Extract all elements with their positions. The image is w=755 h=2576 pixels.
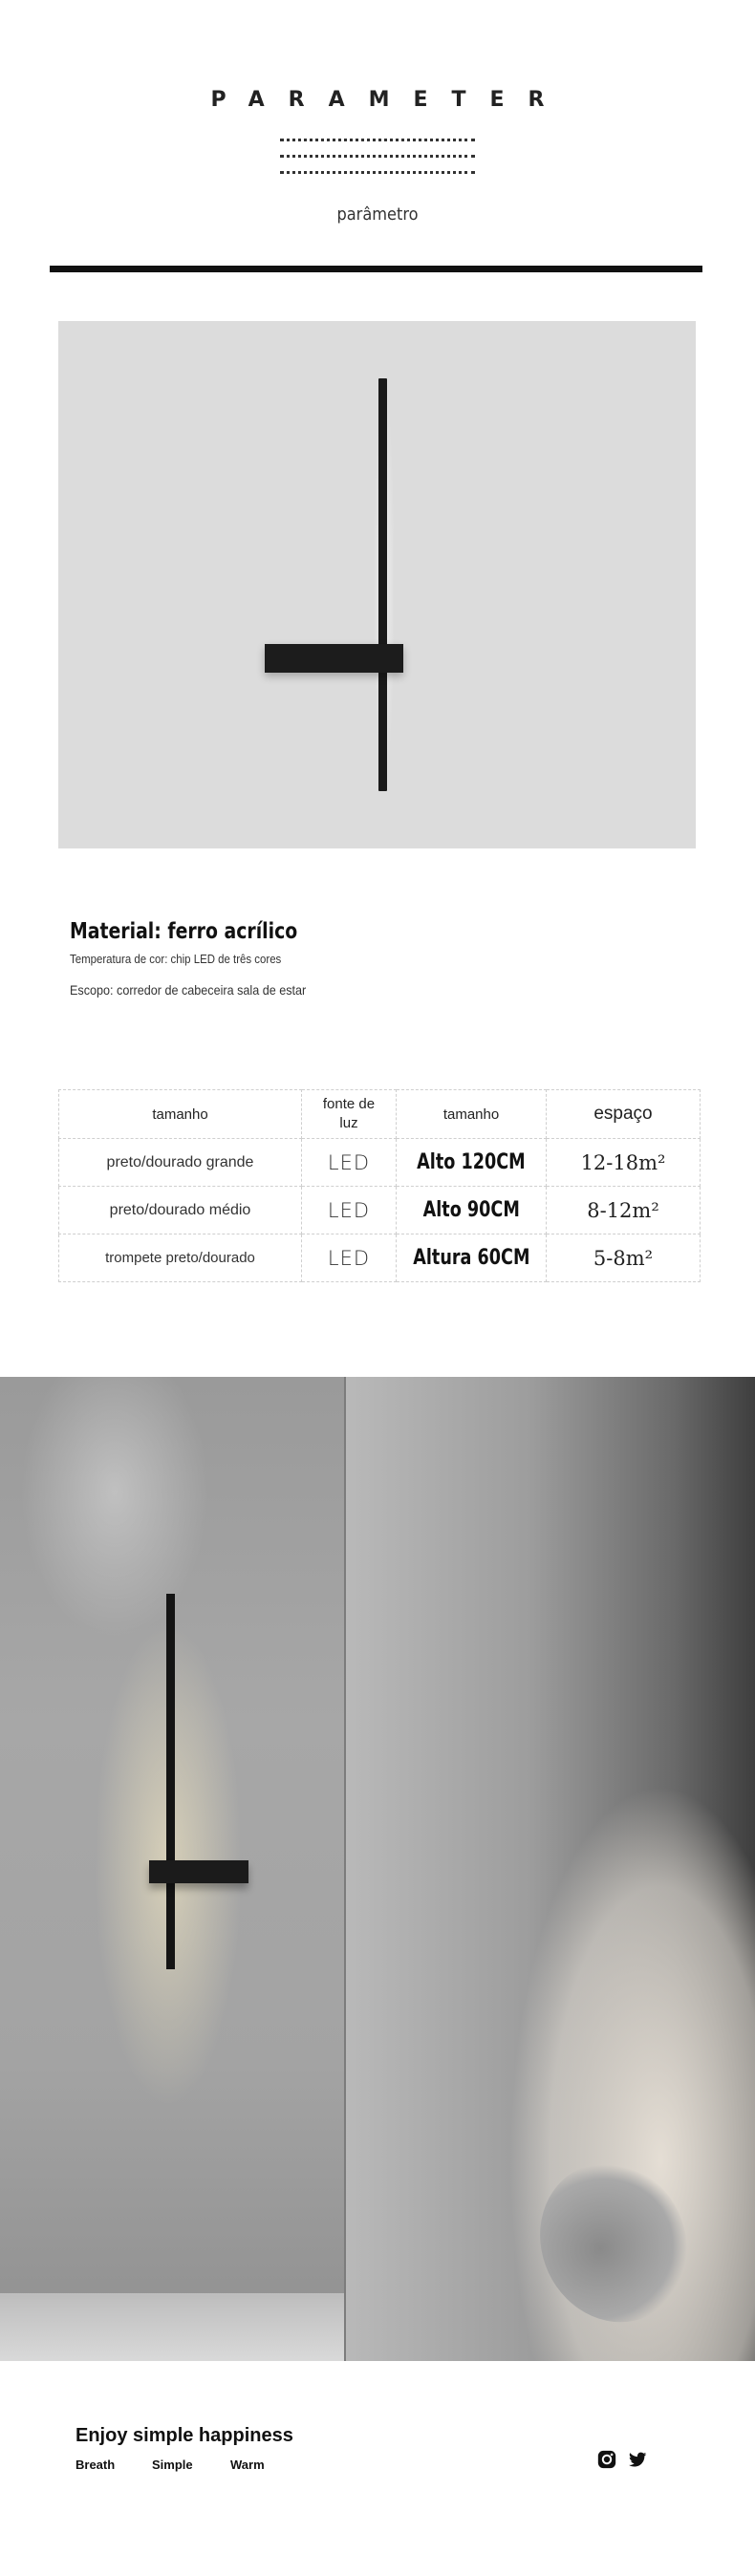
footer-tag-simple: Simple bbox=[152, 2458, 193, 2472]
row-area: 5-8m² bbox=[547, 1234, 701, 1282]
wall-lamp-bracket bbox=[265, 644, 403, 673]
row-size-cell bbox=[397, 1234, 547, 1282]
usage-scope: Escopo: corredor de cabeceira sala de estar bbox=[70, 982, 307, 998]
page-subtitle: parâmetro bbox=[336, 204, 419, 225]
page-title: PARAMETER bbox=[210, 88, 569, 112]
header-rule bbox=[50, 266, 702, 272]
table-row bbox=[59, 1234, 701, 1282]
lifestyle-photo-floor bbox=[0, 2293, 345, 2361]
footer-tag-warm: Warm bbox=[230, 2458, 265, 2472]
header-tamanho: tamanho bbox=[59, 1090, 302, 1139]
header-fonte-de-luz bbox=[302, 1090, 397, 1139]
table-row bbox=[59, 1187, 701, 1234]
dotted-divider bbox=[280, 155, 475, 158]
row-light: LED bbox=[302, 1234, 397, 1282]
photo-lamp-bar bbox=[166, 1594, 175, 1969]
twitter-icon[interactable] bbox=[627, 2449, 648, 2470]
spec-table bbox=[58, 1089, 701, 1282]
row-size: Altura 60CM bbox=[412, 1246, 530, 1270]
row-light: LED bbox=[302, 1187, 397, 1234]
table-header-row bbox=[59, 1090, 701, 1139]
photo-divider bbox=[344, 1377, 346, 2361]
wall-lamp-bar bbox=[378, 378, 387, 791]
header-fonte-de-luz-label: fonte de luz bbox=[322, 1096, 376, 1131]
row-area: 8-12m² bbox=[547, 1187, 701, 1234]
header-espaco: espaço bbox=[547, 1090, 701, 1139]
row-size-cell bbox=[397, 1187, 547, 1234]
row-name: preto/dourado grande bbox=[59, 1139, 302, 1187]
row-size: Alto 90CM bbox=[422, 1198, 520, 1222]
row-size-cell bbox=[397, 1139, 547, 1187]
row-size: Alto 120CM bbox=[417, 1150, 526, 1174]
row-light: LED bbox=[302, 1139, 397, 1187]
row-area: 12-18m² bbox=[547, 1139, 701, 1187]
color-temperature: Temperatura de cor: chip LED de três cores bbox=[70, 952, 282, 966]
dotted-divider bbox=[280, 171, 475, 174]
footer-tag-breath: Breath bbox=[76, 2458, 116, 2472]
dotted-divider bbox=[280, 139, 475, 141]
photo-lamp-bracket bbox=[149, 1860, 248, 1883]
row-name: trompete preto/dourado bbox=[59, 1234, 302, 1282]
instagram-icon[interactable] bbox=[596, 2449, 617, 2470]
material-title: Material: ferro acrílico bbox=[70, 919, 298, 944]
table-row bbox=[59, 1139, 701, 1187]
row-name: preto/dourado médio bbox=[59, 1187, 302, 1234]
header-tamanho-2: tamanho bbox=[397, 1090, 547, 1139]
footer-tagline: Enjoy simple happiness bbox=[76, 2425, 293, 2446]
